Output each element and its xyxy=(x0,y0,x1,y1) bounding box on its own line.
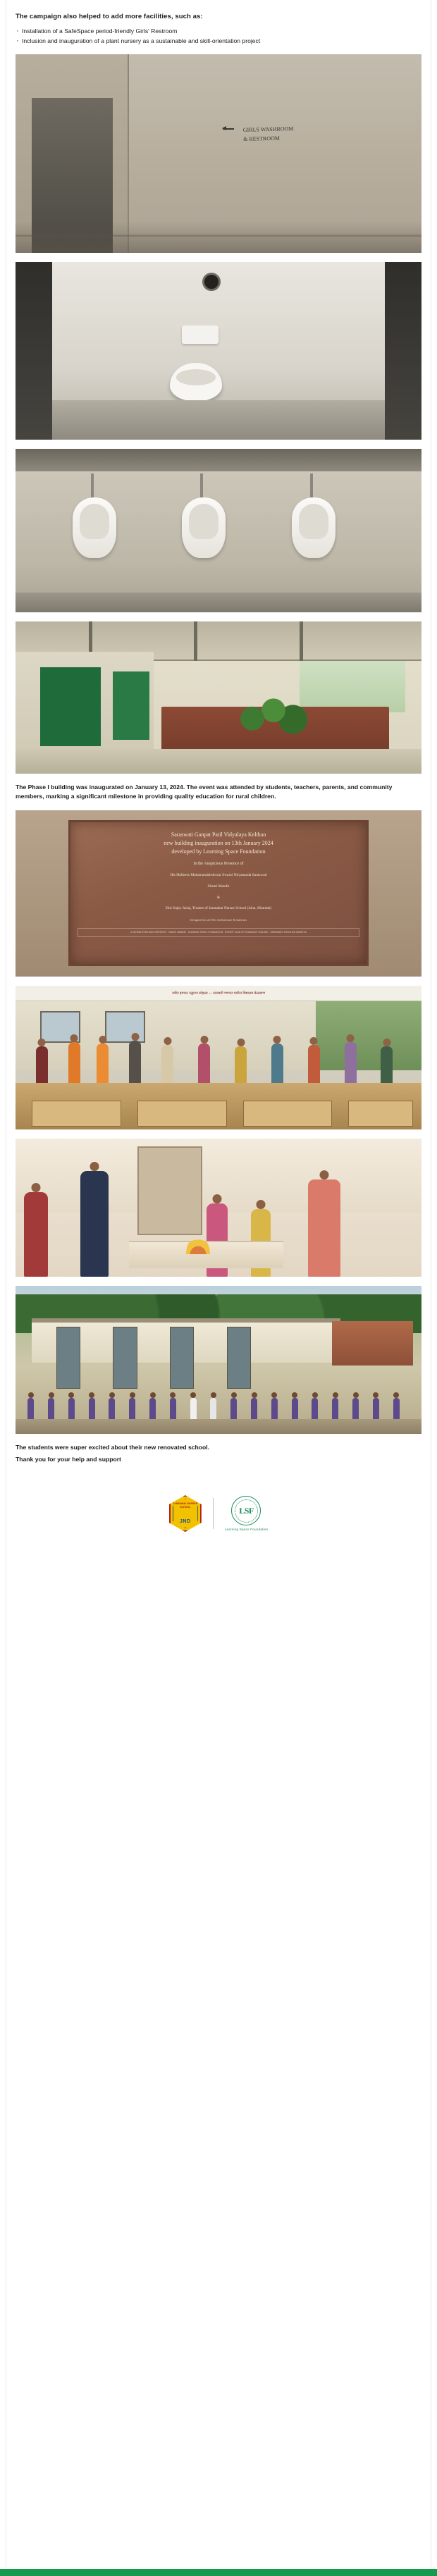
desk xyxy=(32,1101,121,1127)
photo-school-group xyxy=(16,1286,421,1434)
person-head xyxy=(90,1162,99,1171)
lsf-circle-icon xyxy=(231,1496,261,1525)
arrow-icon xyxy=(223,128,234,130)
photo-floor-shadow xyxy=(16,221,421,253)
toilet-bowl xyxy=(170,363,222,401)
lsf-monogram: LSF xyxy=(239,1505,254,1516)
desk xyxy=(348,1101,413,1127)
plaque-line-9: Designed by iaeTAG Architecture & Interiors xyxy=(190,917,247,922)
plaque-line-10: CONTRIBUTORS AND PARTNERS · SHANTI MANDIR · LEARNING SPACE FOUNDATION · ROTARY CLUB OF KHANDESH TEALAND · SARASWATI SHIKSHAN SANSTHA xyxy=(78,928,359,937)
jnd-logo xyxy=(169,1495,202,1532)
event-banner-text: नवीन इमारत उद्घाटन सोहळा — सरस्वती गणपत पाटील विद्यालय केळठाण xyxy=(16,986,421,1001)
person-head xyxy=(131,1033,139,1041)
closing-line-2: Thank you for your help and support xyxy=(16,1455,121,1463)
photo-desks-area xyxy=(16,1083,421,1129)
photo-toilet xyxy=(16,262,421,440)
plaque-line-4: In the Auspicious Presence of xyxy=(193,861,244,866)
photo-people-group xyxy=(16,1023,421,1086)
person-head xyxy=(164,1037,171,1045)
list-item: · Installation of a SafeSpace period-friendly Girls' Restroom xyxy=(16,27,421,35)
sign-line-1: GIRLS WASHROOM xyxy=(242,125,294,134)
photo-top-band xyxy=(16,449,421,471)
sign-line-2: & RESTROOM xyxy=(242,135,280,142)
bottom-accent-bar xyxy=(0,2569,437,2576)
photo-corridor-nursery xyxy=(16,621,421,774)
photo-inauguration-plaque xyxy=(16,810,421,977)
exhaust-vent-icon xyxy=(202,273,221,291)
paragraph-inauguration: The Phase I building was inaugurated on January 13, 2024. The event was attended by students, teachers, parents, and community members, marking a significant milestone in providing quality education for rural children. xyxy=(16,783,393,800)
desk xyxy=(137,1101,227,1127)
plaque-line-5: His Holiness Mahamandaleshwar Swami Nityananda Saraswati xyxy=(170,873,267,878)
plaque-line-8: Shri Sujay Jairaj, Trustee of Jamnabai Narsee School (Juhu, Mumbai) xyxy=(165,906,272,911)
closing-line-1: The students were super excited about their new renovated school. xyxy=(16,1443,210,1451)
person xyxy=(161,1045,173,1086)
plants xyxy=(227,694,312,735)
roof-beam xyxy=(194,621,197,661)
classroom-door xyxy=(40,667,101,746)
person-head xyxy=(212,1194,221,1203)
logo-divider xyxy=(213,1498,214,1529)
facilities-list xyxy=(16,27,421,46)
photo-ground xyxy=(16,1419,421,1434)
boundary-wall xyxy=(332,1321,413,1366)
washroom-sign-text xyxy=(242,125,293,144)
list-item: · Inclusion and inauguration of a plant nursery as a sustainable and skill-orientation project xyxy=(16,37,421,45)
person xyxy=(24,1192,48,1277)
photo-side-wall-left xyxy=(16,262,52,440)
photo-floor xyxy=(52,400,385,439)
plaque-line-2: new building inauguration on 13th January 2024 xyxy=(164,839,273,846)
plaque-stone xyxy=(68,820,369,967)
person xyxy=(80,1171,109,1277)
photo-floor xyxy=(16,593,421,612)
supply-pipe xyxy=(200,473,203,497)
person xyxy=(198,1044,210,1086)
student-crowd xyxy=(16,1363,421,1422)
person-head xyxy=(70,1034,78,1042)
person xyxy=(381,1046,393,1086)
person xyxy=(345,1042,357,1086)
lsf-logo xyxy=(225,1496,268,1531)
person-head xyxy=(310,1037,318,1045)
photo-urinals xyxy=(16,449,421,612)
person-head xyxy=(273,1036,281,1044)
person xyxy=(235,1046,247,1086)
person xyxy=(308,1179,340,1277)
supply-pipe xyxy=(310,473,313,497)
plaque-line-7: & xyxy=(216,895,221,900)
urinal xyxy=(182,497,226,558)
lsf-caption: Learning Space Foundation xyxy=(224,1528,269,1532)
footer-logos xyxy=(16,1495,421,1553)
person xyxy=(271,1044,283,1086)
jnd-ring-text: JAMNABAI NARSEE SCHOOL xyxy=(173,1502,198,1509)
person-head xyxy=(38,1039,46,1046)
photo-washroom-sign xyxy=(16,54,421,253)
person-head xyxy=(257,1200,266,1209)
roof-beam xyxy=(300,621,303,661)
intro-heading: The campaign also helped to add more facilities, such as: xyxy=(16,13,203,20)
photo-side-wall-right xyxy=(385,262,421,440)
person xyxy=(97,1044,109,1086)
person-head xyxy=(319,1170,328,1179)
person-head xyxy=(99,1036,106,1044)
plaque-line-6: Shanti Mandir xyxy=(207,884,230,888)
plaque-line-1: Saraswati Ganpat Patil Vidyalaya Kelthan xyxy=(171,831,266,838)
photo-floor xyxy=(16,749,421,774)
person-head xyxy=(383,1039,390,1046)
jnd-monogram: JND xyxy=(180,1519,191,1525)
doorway xyxy=(137,1146,202,1234)
person xyxy=(308,1045,320,1086)
person-head xyxy=(237,1039,245,1046)
photo-outdoor-view xyxy=(300,661,405,712)
urinal xyxy=(73,497,116,558)
urinal xyxy=(292,497,336,558)
person-head xyxy=(347,1034,355,1042)
photo-ceremony-table xyxy=(16,1139,421,1277)
person xyxy=(68,1042,80,1086)
classroom-door xyxy=(113,671,149,740)
person xyxy=(36,1046,48,1086)
person-head xyxy=(200,1036,208,1044)
plaque-line-3: developed by Learning Space Foundation xyxy=(171,848,266,855)
person xyxy=(129,1041,141,1086)
photo-classroom-gathering xyxy=(16,986,421,1129)
cistern xyxy=(182,326,218,344)
person-head xyxy=(31,1183,40,1192)
desk xyxy=(243,1101,333,1127)
supply-pipe xyxy=(91,473,94,497)
